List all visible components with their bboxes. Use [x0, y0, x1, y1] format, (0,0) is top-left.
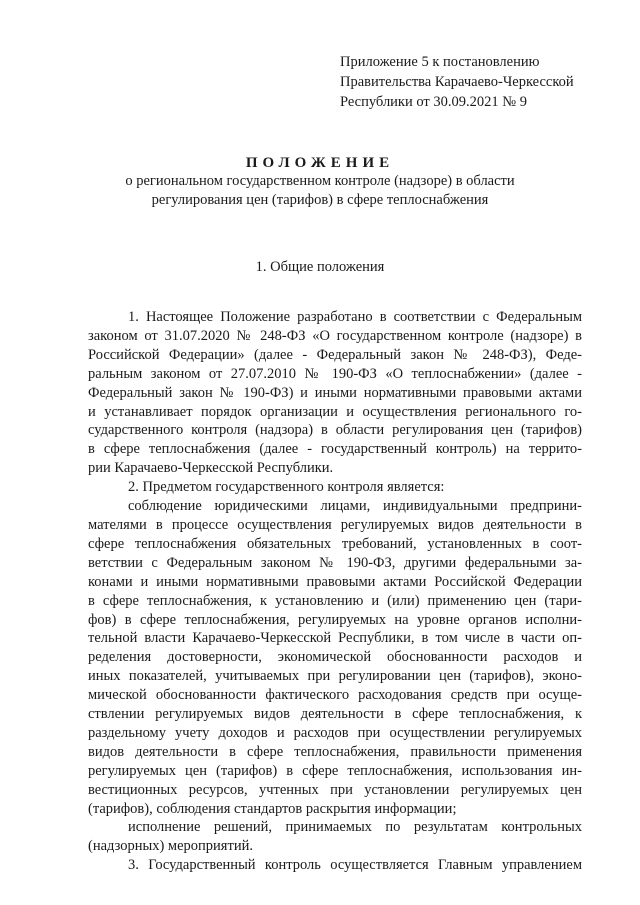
appendix-header-line: Приложение 5 к постановлению [340, 54, 540, 70]
body-line: в сфере теплоснабжения, к установлению и (или) применению цен (тари- [88, 592, 582, 609]
appendix-header-line: Республики от 30.09.2021 № 9 [340, 94, 527, 110]
document-body [88, 308, 582, 875]
body-line: (надзорных) мероприятий. [88, 838, 253, 855]
body-line: фов) в сфере теплоснабжения, регулируемых на уровне органов исполни- [88, 611, 582, 628]
body-line: иных показателей, учитываемых при регулировании цен (тарифов), эконо- [88, 668, 582, 685]
body-line: Российской Федерации» (далее - Федеральный закон № 248-ФЗ), Феде- [88, 346, 582, 363]
section-heading: 1. Общие положения [255, 259, 385, 275]
body-line: 3. Государственный контроль осуществляется Главным управлением [128, 857, 582, 874]
document-title: ПОЛОЖЕНИЕ [245, 155, 395, 171]
body-line: (тарифов), соблюдения стандартов раскрытия информации; [88, 800, 457, 817]
body-line: ветствии с Федеральным законом № 190-ФЗ, другими федеральными за- [88, 554, 582, 571]
appendix-header-line: Правительства Карачаево-Черкесской [340, 74, 574, 90]
body-line: регулируемых цен (тарифов) в сфере теплоснабжения, использования ин- [88, 762, 582, 779]
body-line: видов деятельности в сфере теплоснабжения, правильности применения [88, 743, 582, 760]
body-line: соблюдение юридическими лицами, индивидуальными предприни- [128, 498, 582, 515]
body-line: раздельному учету доходов и расходов при осуществлении регулируемых [88, 724, 582, 741]
body-line: законом от 31.07.2020 № 248-ФЗ «О государственном контроле (надзоре) в [88, 327, 582, 344]
body-line: вестиционных ресурсов, учтенных при установлении регулируемых цен [88, 781, 582, 798]
body-line: рии Карачаево-Черкесской Республики. [88, 460, 334, 477]
body-line: Федеральный закон № 190-ФЗ) и иными нормативными правовыми актами [88, 384, 582, 401]
subtitle-line: о региональном государственном контроле (надзоре) в области [125, 173, 515, 189]
body-line: 1. Настоящее Положение разработано в соответствии с Федеральным [128, 309, 582, 325]
document-subtitle [0, 172, 640, 210]
body-line: конами и иными нормативными правовыми актами Российской Федерации [88, 573, 582, 590]
subtitle-line: регулирования цен (тарифов) в сфере теплоснабжения [151, 192, 489, 208]
body-line: исполнение решений, принимаемых по результатам контрольных [128, 819, 582, 836]
body-line: мателями в процессе осуществления регулируемых видов деятельности в [88, 516, 582, 533]
body-line: ределения достоверности, экономической обоснованности расходов и [88, 649, 582, 666]
body-line: тельной власти Карачаево-Черкесской Республики, в том числе в части оп- [88, 630, 582, 647]
body-line: мической обоснованности фактического расходования средств при осуще- [88, 687, 582, 704]
body-line: и устанавливает порядок организации и осуществления регионального го- [88, 403, 582, 420]
body-line: ральным законом от 27.07.2010 № 190-ФЗ «О теплоснабжении» (далее - [88, 365, 582, 382]
body-line: сударственного контроля (надзора) в области регулирования цен (тарифов) [88, 422, 582, 439]
body-line: сфере теплоснабжения обязательных требований, установленных в соот- [88, 535, 582, 552]
appendix-header [340, 52, 620, 112]
body-line: ствлении регулируемых видов деятельности в сфере теплоснабжения, к [88, 706, 582, 723]
body-line: в сфере теплоснабжения (далее - государственный контроль) на террито- [88, 441, 582, 458]
body-line: 2. Предметом государственного контроля является: [128, 479, 445, 496]
